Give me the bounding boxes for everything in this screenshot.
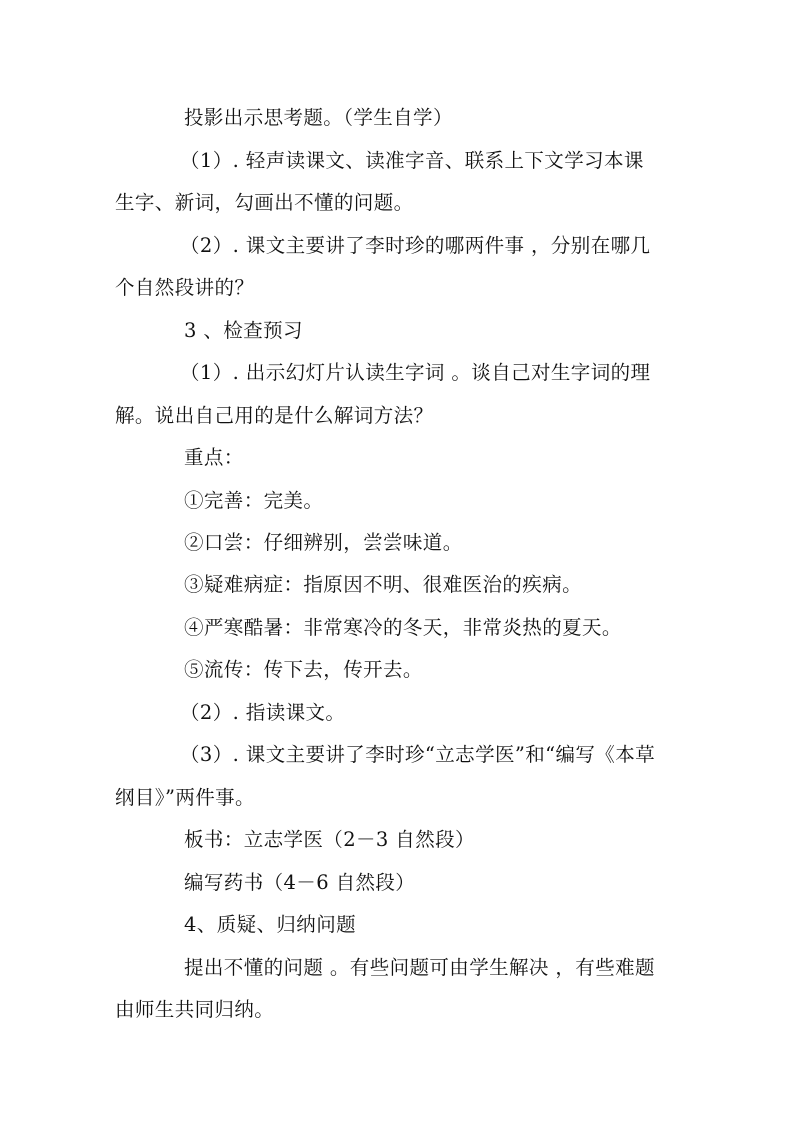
paragraph-line: （1）. 出示幻灯片认读生字词 。谈自己对生字词的理 bbox=[180, 361, 651, 384]
paragraph-line: （1）. 轻声读课文、读准字音、联系上下文学习本课 bbox=[180, 149, 644, 172]
paragraph-line: 提出不懂的问题 。有些问题可由学生解决 ，有些难题 bbox=[184, 956, 655, 979]
paragraph-line: 由师生共同归纳。 bbox=[115, 998, 275, 1021]
paragraph-line: 重点： bbox=[184, 446, 244, 469]
paragraph-line: （2）. 指读课文。 bbox=[180, 701, 346, 724]
paragraph-line: 投影出示思考题。（学生自学） bbox=[184, 106, 453, 129]
list-item: ①完善：完美。 bbox=[184, 489, 324, 512]
list-item: ③疑难病症：指原因不明、很难医治的疾病。 bbox=[184, 573, 583, 596]
list-item: ②口尝：仔细辨别，尝尝味道。 bbox=[184, 531, 463, 554]
list-item: ⑤流传：传下去，传开去。 bbox=[184, 658, 423, 681]
paragraph-line: 生字、新词，勾画出不懂的问题。 bbox=[115, 191, 414, 214]
paragraph-line: 纲目》”两件事。 bbox=[115, 786, 255, 809]
paragraph-line: 编写药书（4－6 自然段） bbox=[184, 871, 416, 894]
paragraph-line: 解。说出自己用的是什么解词方法？ bbox=[115, 404, 434, 427]
paragraph-line: 个自然段讲的？ bbox=[115, 276, 255, 299]
section-heading: 3 、检查预习 bbox=[184, 319, 303, 342]
paragraph-line: （2）. 课文主要讲了李时珍的哪两件事 ，分别在哪几 bbox=[180, 234, 651, 257]
paragraph-line: （3）. 课文主要讲了李时珍“立志学医”和“编写《本草 bbox=[180, 743, 656, 766]
paragraph-line: 板书：立志学医（2－3 自然段） bbox=[184, 828, 475, 851]
section-heading: 4、质疑、归纳问题 bbox=[184, 913, 357, 936]
list-item: ④严寒酷暑：非常寒冷的冬天，非常炎热的夏天。 bbox=[184, 616, 622, 639]
